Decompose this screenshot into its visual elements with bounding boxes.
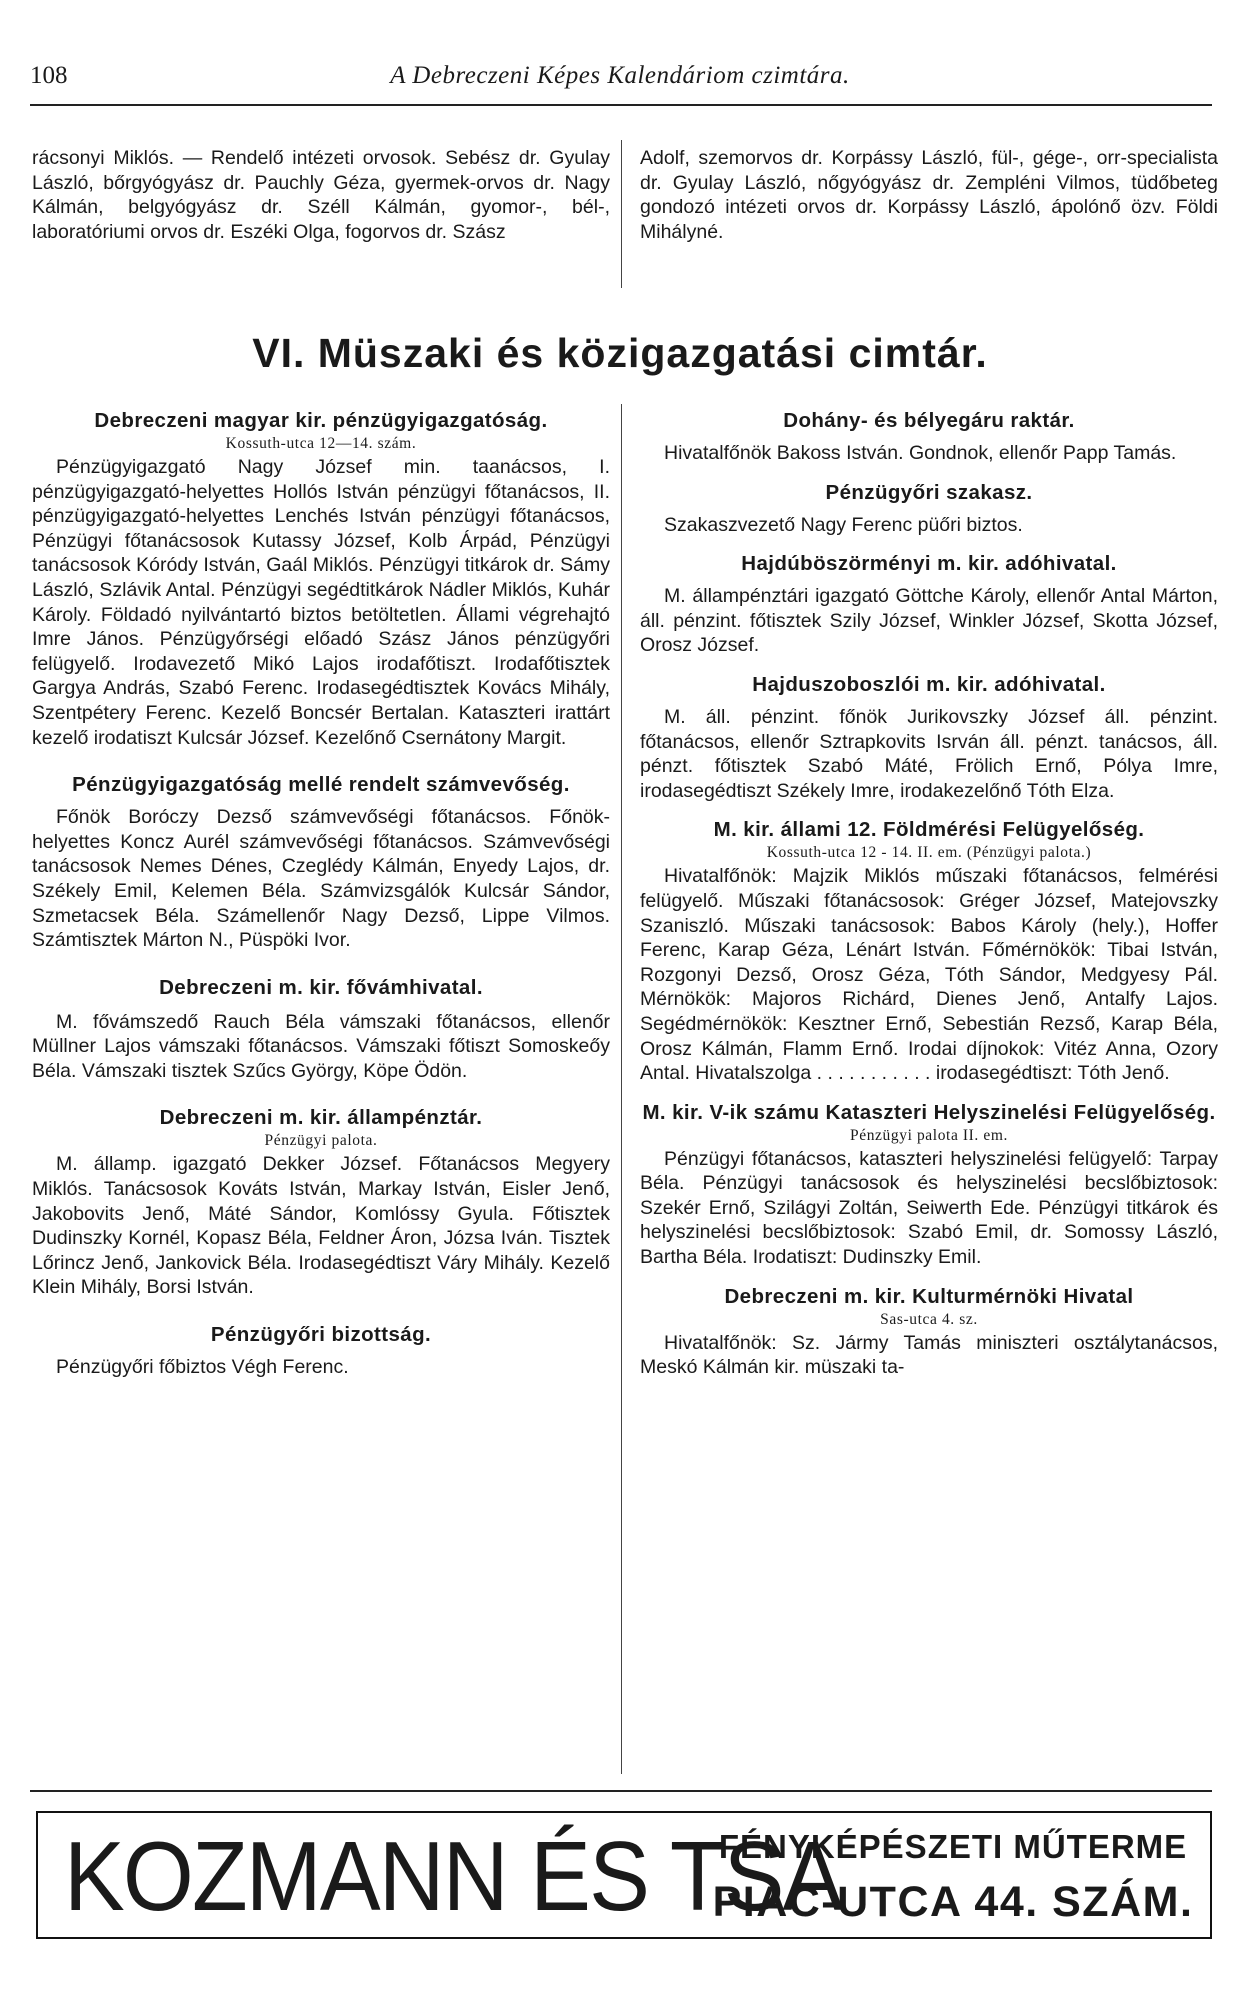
office-title: Debreczeni m. kir. Kulturmérnöki Hivatal [724, 1284, 1134, 1308]
office-title: Hajduszoboszlói m. kir. adóhivatal. [752, 672, 1106, 696]
office-entry [640, 672, 1218, 803]
header-rule [30, 104, 1212, 106]
office-staff: M. államp. igazgató Dekker József. Főtanácsos Megyery Miklós. Tanácsosok Kováts István, Markay István, Eisler Jenő, Jakobovits Jenő, Máté Sándor, Komlóssy Gyula. Főtisztek Dudinszky Kornél, Kopasz Béla, Feldner Áron, Józsa Iván. Tisztek Lőrincz Jenő, Jankovick Béla. Irodasegédtiszt Váry Mihály. Kezelő Klein Mihály, Borsi István. [32, 1153, 610, 1299]
advertiser-name: KOZMANN ÉS TSA [64, 1821, 842, 1931]
office-entry [32, 1322, 610, 1380]
office-entry [32, 1105, 610, 1300]
advertisement-line-1: FÉNYKÉPÉSZETI MŰTERME [718, 1828, 1188, 1865]
office-staff: Hivatalfőnök: Majzik Miklós műszaki főtanácsos, felmérési felügyelő. Műszaki főtanácsosok: Gréger József, Matejovszky Szaniszló. Műszaki tanácsosok: Babos Károly (hely.), Hoffer Ferenc, Karap Géza, Lénárt István. Főmérnökök: Tibai István, Rozgonyi Dezső, Orosz Géza, Tóth Sándor, Medgyesy Pál. Mérnökök: Majoros Richárd, Dienes Jenő, Antalfy Lajos. Segédmérnökök: Kesztner Ernő, Sebestián Rezső, Karap Béla, Orosz Kálmán, Flamm Ernő. Irodai díjnokok: Vitéz Anna, Ozory Antal. Hivatalszolga . . . . . . . . . . . irodasegédtiszt: Tóth Jenő. [640, 865, 1218, 1085]
office-title: Pénzügyigazgatóság mellé rendelt számvevőség. [72, 773, 570, 797]
column-divider [621, 404, 622, 1774]
office-title: Hajdúböszörményi m. kir. adóhivatal. [741, 552, 1117, 576]
office-staff: Pénzügyi főtanácsos, kataszteri helyszinelési felügyelő: Tarpay Béla. Pénzügyi tanácsosok és helyszinelési becslőbiztosok: Szekér Ernő, Szilágyi Zoltán, Seiwerth Ede. Pénzügyi titkárok és helyszinelési becslőbiztosok: Szabó Emil, dr. Somossy László, Bartha Béla. Irodatiszt: Dudinszky Emil. [640, 1147, 1218, 1269]
office-address: Kossuth-utca 12—14. szám. [225, 435, 417, 452]
office-address: Sas-utca 4. sz. [880, 1310, 978, 1328]
office-staff: Főnök Boróczy Dezső számvevőségi főtanácsos. Főnök-helyettes Koncz Aurél számvevőségi főtanácsos. Számvevőségi tanácsosok Nemes Dénes, Czeglédy Kálmán, Enyedy Lajos, dr. Székely Emil, Kelemen Béla. Számvizsgálók Kulcsár Sándor, Szmetacsek Béla. Számellenőr Nagy Dezső, Lippe Vilmos. Számtisztek Márton N., Püspöki Ivor. [32, 806, 610, 952]
running-head [30, 62, 1210, 102]
continuation-right [640, 146, 1218, 244]
advertisement-line-2: PIAC-UTCA 44. SZÁM. [712, 1878, 1194, 1926]
office-title: Debreczeni m. kir. állampénztár. [159, 1106, 483, 1130]
office-entry [32, 975, 610, 1084]
right-column [640, 408, 1218, 1380]
office-entry [640, 551, 1218, 658]
office-title: M. kir. állami 12. Földmérési Felügyelőség. [713, 818, 1145, 842]
office-title: Pénzügyőri bizottság. [210, 1323, 432, 1347]
office-address: Pénzügyi palota. [264, 1132, 378, 1150]
continuation-left-text: rácsonyi Miklós. — Rendelő intézeti orvosok. Sebész dr. Gyulay László, bőrgyógyász dr. Pauchly Géza, gyermek-orvos dr. Nagy Kálmán, belgyógyász dr. Széll Kálmán, gyomor-, bél-, laboratóriumi orvos dr. Eszéki Olga, fogorvos dr. Szász [32, 147, 610, 243]
left-column [32, 408, 610, 1380]
office-title: Pénzügyőri szakasz. [825, 480, 1033, 504]
office-staff: Pénzügyigazgató Nagy József min. taanácsos, I. pénzügyigazgató-helyettes Hollós István pénzügyi főtanácsos, II. pénzügyigazgató-helyettes Lenchés István pénzügyi főtanácsos, Pénzügyi főtanácsosok Kutassy József, Kolb Árpád, Pénzügyi tanácsosok Kóródy István, Gaál Miklós. Pénzügyi titkárok dr. Sámy László, Szlávik Antal. Pénzügyi segédtitkárok Nádler Miklós, Kuhár Károly. Földadó nyilvántartó biztos betöltetlen. Állami végrehajtó Imre János. Pénzügyőrségi előadó Szász János pénzügyőri felügyelő. Irodavezető Mikó Lajos irodafőtiszt. Irodafőtisztek Gargya András, Szabó Ferenc. Irodasegédtisztek Kovács Mihály, Szentpétery Ferenc. Kezelő Boncsér Bertalan. Kataszteri irattárt kezelő irodatiszt Kulcsár József. Kezelőnő Csernátony Margit. [32, 456, 610, 749]
office-address: Kossuth-utca 12 - 14. II. em. (Pénzügyi palota.) [766, 844, 1092, 862]
continuation-left [32, 146, 610, 244]
running-title: A Debreczeni Képes Kalendáriom czimtára. [390, 62, 850, 89]
office-staff: M. állampénztári igazgató Göttche Károly, ellenőr Antal Márton, áll. pénzint. főtisztek Szily József, Winkler József, Skotta József, Orosz József. [640, 585, 1218, 657]
office-entry [32, 408, 610, 750]
page-number: 108 [30, 62, 68, 89]
office-title: Dohány- és bélyegáru raktár. [783, 409, 1075, 432]
office-entry [640, 1100, 1218, 1270]
footer-rule [30, 1790, 1212, 1792]
column-divider-top [621, 140, 622, 288]
office-address: Pénzügyi palota II. em. [850, 1126, 1008, 1144]
office-entry [640, 408, 1218, 466]
office-staff: Hivatalfőnök: Sz. Jármy Tamás miniszteri osztálytanácsos, Meskó Kálmán kir. müszaki ta- [640, 1331, 1218, 1379]
office-entry [32, 772, 610, 953]
office-title: M. kir. V-ik számu Kataszteri Helyszinelési Felügyelőség. [642, 1100, 1216, 1124]
advertisement-box [36, 1811, 1212, 1939]
office-staff: M. fővámszedő Rauch Béla vámszaki főtanácsos, ellenőr Müllner Lajos vámszaki főtanácsos. Vámszaki főtiszt Somoskeőy Béla. Vámszaki tisztek Szűcs György, Köpe Ödön. [32, 1010, 610, 1082]
office-entry [640, 1284, 1218, 1380]
office-staff: Szakaszvezető Nagy Ferenc püőri biztos. [664, 513, 1023, 536]
office-title: Debreczeni m. kir. fővámhivatal. [159, 975, 483, 999]
office-staff: Pénzügyőri főbiztos Végh Ferenc. [56, 1356, 349, 1379]
section-title: VI. Müszaki és közigazgatási cimtár. [252, 330, 988, 376]
office-entry [640, 817, 1218, 1085]
continuation-right-text: Adolf, szemorvos dr. Korpássy László, fül-, gége-, orr-specialista dr. Gyulay László, nőgyógyász dr. Zempléni Vilmos, tüdőbeteg gondozó intézeti orvos dr. Korpássy László, ápolónő özv. Földi Mihályné. [640, 147, 1218, 243]
office-title: Debreczeni magyar kir. pénzügyigazgatóság. [94, 409, 548, 432]
office-staff: M. áll. pénzint. főnök Jurikovszky József áll. pénzint. főtanácsos, ellenőr Sztrapkovits Isrván áll. pénzt. tanácsos, áll. pénzt. főtisztek Szabó Máté, Frölich Ernő, Pólya Imre, irodasegédtiszt Székely Imre, irodakezelőnő Tóth Elza. [640, 705, 1218, 802]
office-staff: Hivatalfőnök Bakoss István. Gondnok, ellenőr Papp Tamás. [664, 442, 1177, 464]
office-entry [640, 480, 1218, 538]
